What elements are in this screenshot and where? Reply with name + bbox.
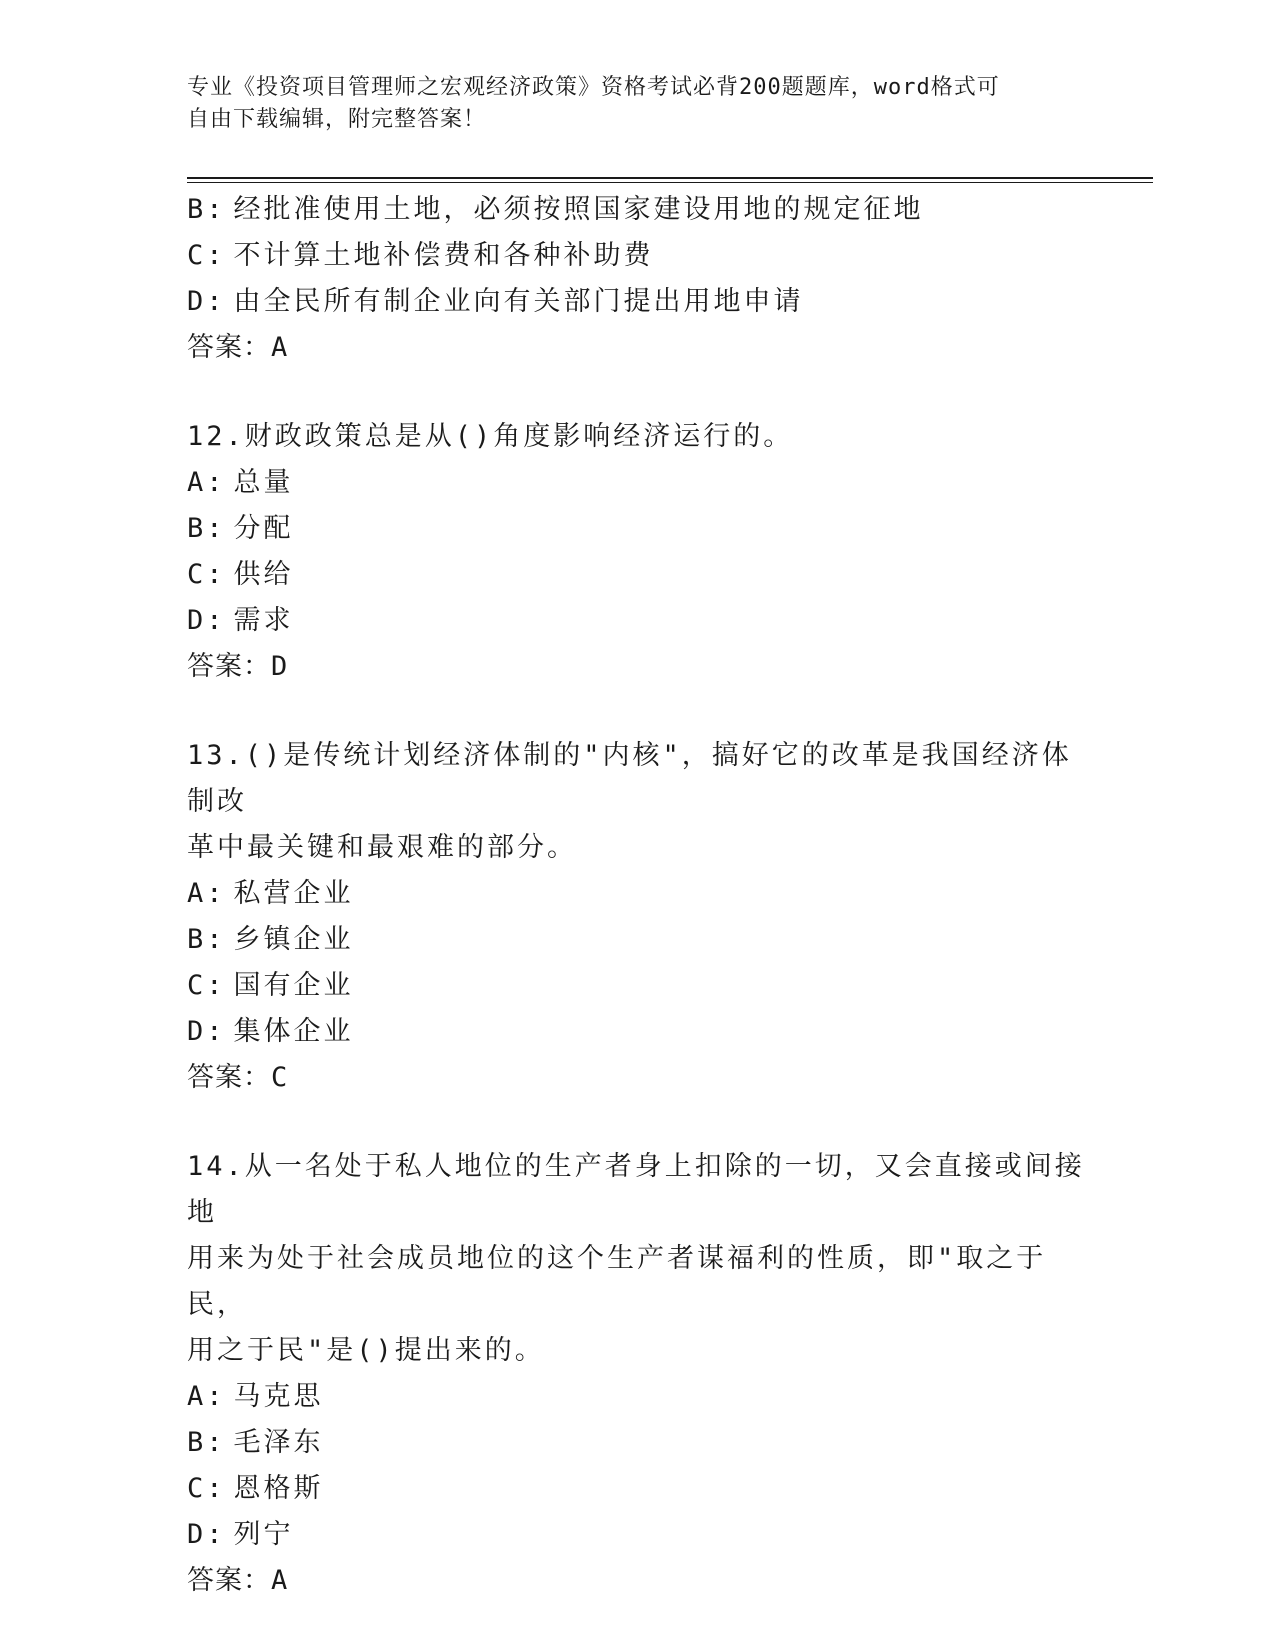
question-14 bbox=[187, 1144, 1087, 1604]
header-line-2: 自由下载编辑，附完整答案！ bbox=[187, 107, 487, 132]
option-a: A: 总量 bbox=[187, 467, 294, 498]
option-c: C: 国有企业 bbox=[187, 970, 354, 1001]
question-stem-line-2: 用来为处于社会成员地位的这个生产者谋福利的性质，即"取之于民， bbox=[187, 1243, 1047, 1320]
answer: 答案：C bbox=[187, 1062, 289, 1093]
option-b: B: 毛泽东 bbox=[187, 1427, 324, 1458]
question-list bbox=[187, 187, 1087, 1604]
option-c: C: 恩格斯 bbox=[187, 1473, 324, 1504]
option-c: C: 供给 bbox=[187, 559, 294, 590]
option-b: B: 经批准使用土地，必须按照国家建设用地的规定征地 bbox=[187, 194, 924, 225]
question-stem-line-1: 13.()是传统计划经济体制的"内核"，搞好它的改革是我国经济体制改 bbox=[187, 740, 1072, 817]
document-header bbox=[187, 72, 1087, 136]
header-divider-thick bbox=[187, 177, 1153, 179]
answer: 答案：A bbox=[187, 1565, 289, 1596]
option-c: C: 不计算土地补偿费和各种补助费 bbox=[187, 240, 654, 271]
question-stem-line-3: 用之于民"是()提出来的。 bbox=[187, 1335, 545, 1366]
question-13 bbox=[187, 733, 1087, 1101]
header-divider-thin bbox=[187, 182, 1153, 183]
question-12 bbox=[187, 414, 1087, 690]
option-d: D: 集体企业 bbox=[187, 1016, 354, 1047]
answer: 答案：D bbox=[187, 651, 289, 682]
option-d: D: 需求 bbox=[187, 605, 294, 636]
question-stem-line-2: 革中最关键和最艰难的部分。 bbox=[187, 832, 577, 863]
option-b: B: 分配 bbox=[187, 513, 294, 544]
question-11 bbox=[187, 187, 1087, 371]
option-d: D: 列宁 bbox=[187, 1519, 294, 1550]
header-line-1: 专业《投资项目管理师之宏观经济政策》资格考试必背200题题库，word格式可 bbox=[187, 75, 1000, 100]
option-d: D: 由全民所有制企业向有关部门提出用地申请 bbox=[187, 286, 804, 317]
option-b: B: 乡镇企业 bbox=[187, 924, 354, 955]
question-stem-line-1: 14.从一名处于私人地位的生产者身上扣除的一切，又会直接或间接地 bbox=[187, 1151, 1085, 1228]
question-stem: 12.财政政策总是从()角度影响经济运行的。 bbox=[187, 421, 794, 452]
option-a: A: 私营企业 bbox=[187, 878, 354, 909]
option-a: A: 马克思 bbox=[187, 1381, 324, 1412]
answer: 答案：A bbox=[187, 332, 289, 363]
